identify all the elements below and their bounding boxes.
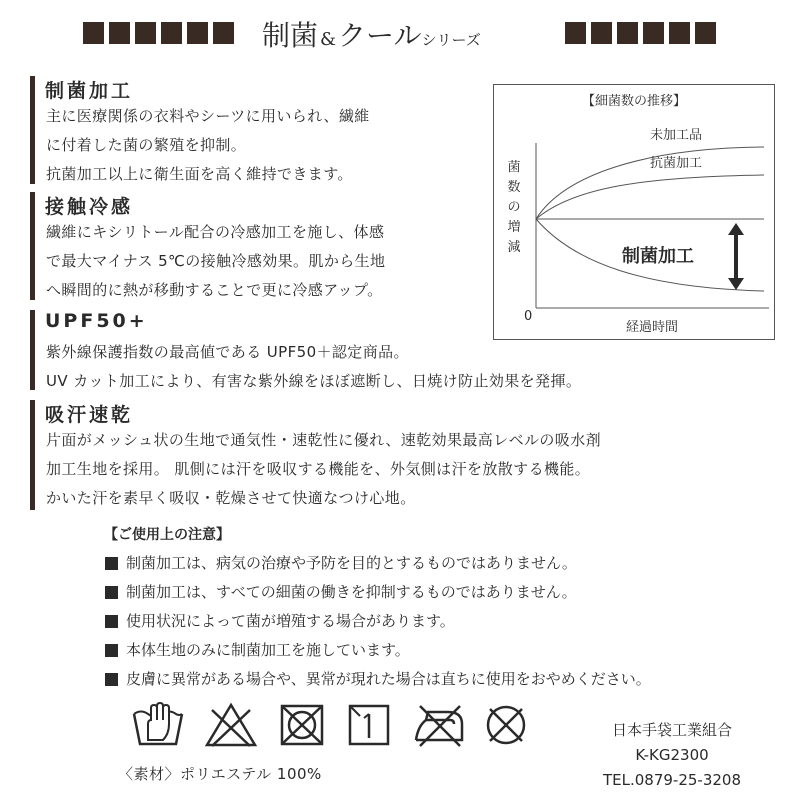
bacteria-chart — [493, 84, 775, 340]
title-main: 制菌 — [262, 19, 319, 52]
title-cool: クール — [338, 19, 422, 52]
section-marker — [30, 76, 35, 184]
text-line: 加工生地を採用。 肌側には汗を吸収する機能を、外気側は汗を放散する機能。 — [46, 460, 591, 478]
section-title-upf: UPF50+ — [45, 310, 148, 332]
phone-number: TEL.0879-25-3208 — [602, 771, 742, 789]
note-text: 制菌加工は、病気の治療や予防を目的とするものではありません。 — [126, 554, 577, 572]
note-text: 本体生地のみに制菌加工を施しています。 — [126, 641, 410, 659]
product-code: K-KG2300 — [635, 746, 709, 764]
header-decor-left — [83, 22, 234, 44]
note-item — [105, 549, 651, 578]
chart-svg — [494, 85, 774, 339]
no-bleach-icon — [204, 702, 258, 748]
text-line: 片面がメッシュ状の生地で通気性・速乾性に優れ、速乾効果最高レベルの吸水剤 — [46, 431, 602, 449]
note-item — [105, 578, 651, 607]
text-line: に付着した菌の繁殖を抑制。 — [46, 136, 247, 154]
note-item — [105, 607, 651, 636]
section-body-cool-touch — [46, 218, 385, 305]
bullet-square-icon — [105, 615, 118, 628]
series-label-untreated: 未加工品 — [650, 128, 703, 143]
bullet-square-icon — [105, 557, 118, 570]
text-line: 主に医療関係の衣料やシーツに用いられ、繊維 — [46, 107, 370, 125]
double-arrow-icon — [728, 223, 744, 290]
text-line: 繊維にキシリトール配合の冷感加工を施し、体感 — [46, 223, 385, 241]
header-decor-right — [565, 22, 716, 44]
text-line: 抗菌加工以上に衛生面を高く維持できます。 — [46, 165, 353, 183]
text-line: で最大マイナス 5℃の接触冷感効果。肌から生地 — [46, 252, 386, 270]
title-series: シリーズ — [421, 31, 481, 49]
section-body-upf — [46, 338, 581, 396]
section-marker — [30, 192, 35, 300]
note-item — [105, 636, 651, 665]
material-text: 〈素材〉ポリエステル 100% — [118, 765, 322, 783]
section-marker — [30, 310, 35, 390]
section-marker — [30, 400, 35, 510]
text-line: UV カット加工により、有害な紫外線をほぼ遮断し、日焼け防止効果を発揮。 — [46, 372, 582, 390]
note-item — [105, 665, 651, 694]
note-text: 制菌加工は、すべての細菌の働きを抑制するものではありません。 — [126, 583, 577, 601]
no-dry-clean-icon — [482, 702, 530, 748]
section-body-antibacterial — [46, 102, 370, 189]
notes-title: 【ご使用上の注意】 — [104, 527, 230, 543]
annotation-bacteriostatic: 制菌加工 — [622, 246, 694, 267]
bullet-square-icon — [105, 673, 118, 686]
series-line-antibacterial — [536, 175, 764, 219]
section-title-antibacterial: 制菌加工 — [45, 80, 134, 102]
bullet-square-icon — [105, 586, 118, 599]
note-text: 使用状況によって菌が増殖する場合があります。 — [126, 612, 455, 630]
ylabel-char: 増 — [507, 220, 521, 235]
chart-xlabel: 経過時間 — [625, 320, 679, 335]
text-line: かいた汗を素早く吸収・乾燥させて快適なつけ心地。 — [46, 489, 416, 507]
section-body-quick-dry — [46, 426, 601, 513]
ylabel-char: 数 — [507, 180, 521, 195]
ylabel-char: 菌 — [507, 160, 521, 175]
association-name: 日本手袋工業組合 — [611, 721, 732, 739]
notes-list — [105, 549, 651, 694]
origin-label: 0 — [524, 309, 533, 324]
no-tumble-dry-icon — [278, 702, 326, 748]
hand-wash-icon — [130, 700, 186, 748]
ylabel-char: の — [507, 200, 521, 215]
text-line: へ瞬間的に熱が移動することで更に冷感アップ。 — [46, 281, 383, 299]
title-amp: & — [320, 29, 337, 50]
section-title-cool-touch: 接触冷感 — [45, 196, 134, 218]
section-title-quick-dry: 吸汗速乾 — [45, 404, 134, 426]
chart-title: 【細菌数の推移】 — [581, 94, 687, 109]
series-label-antibacterial: 抗菌加工 — [650, 156, 703, 171]
ylabel-char: 減 — [507, 240, 521, 255]
line-dry-shade-icon — [346, 702, 392, 748]
note-text: 皮膚に異常がある場合や、異常が現れた場合は直ちに使用をおやめください。 — [126, 670, 651, 688]
page-title — [262, 14, 552, 54]
text-line: 紫外線保護指数の最高値である UPF50＋認定商品。 — [46, 343, 409, 361]
bullet-square-icon — [105, 644, 118, 657]
no-iron-icon — [410, 702, 468, 748]
contact-block — [577, 718, 767, 793]
chart-ylabel — [507, 160, 520, 255]
